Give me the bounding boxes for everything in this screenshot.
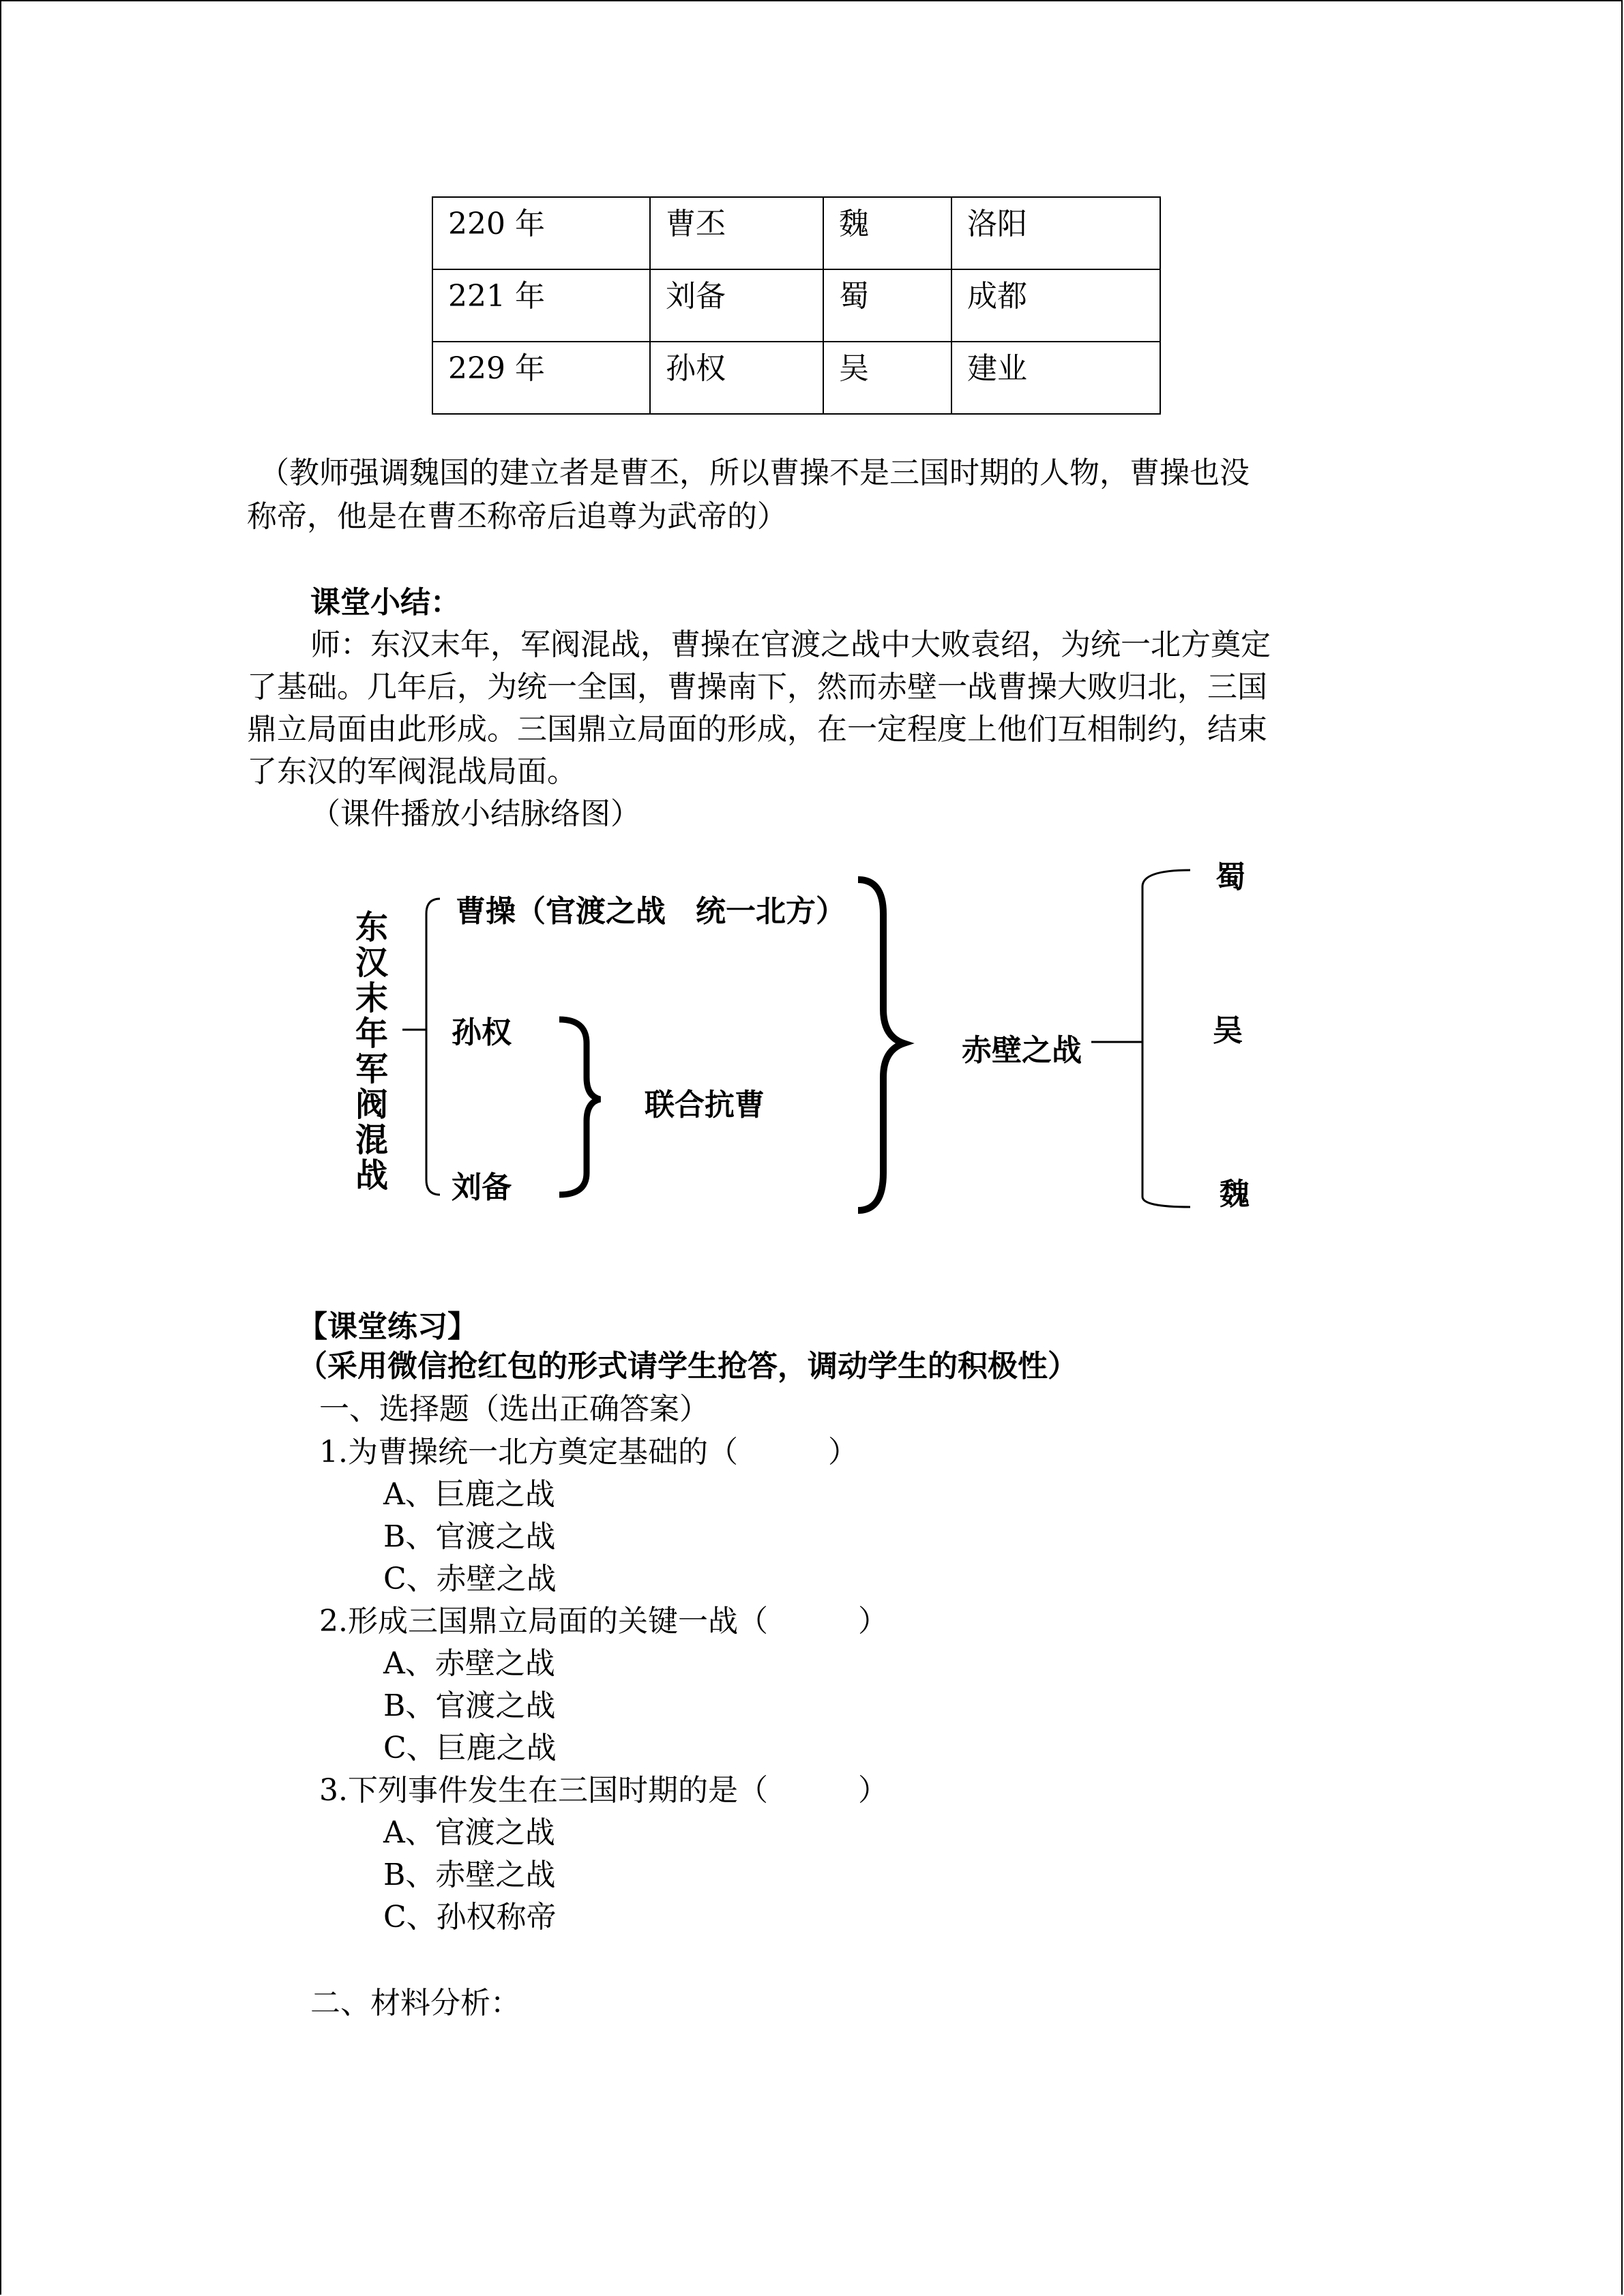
question-2: 2.形成三国鼎立局面的关键一战（ ） [319, 1604, 888, 1639]
summary-line-2: 了基础。几年后，为统一全国，曹操南下，然而赤壁一战曹操大败归北，三国 [247, 670, 1267, 704]
table-cell-year: 229 年 [432, 342, 650, 414]
table-cell-founder: 曹丕 [650, 197, 823, 269]
table-cell-state: 蜀 [823, 269, 951, 342]
q3-option-b: B、赤壁之战 [383, 1858, 556, 1892]
q2-option-c: C、巨鹿之战 [383, 1731, 557, 1765]
diagram-wei: 魏 [1220, 1177, 1250, 1212]
q2-option-b: B、官渡之战 [383, 1688, 556, 1723]
diagram-sun-quan: 孙权 [452, 1015, 512, 1050]
diagram-shu: 蜀 [1215, 860, 1245, 895]
section-material-analysis: 二、材料分析： [310, 1986, 520, 2021]
exercise-note: （采用微信抢红包的形式请学生抢答，调动学生的积极性） [297, 1349, 1078, 1384]
table-cell-year: 220 年 [432, 197, 650, 269]
diagram-cao-cao: 曹操（官渡之战 统一北方） [456, 894, 846, 929]
question-3: 3.下列事件发生在三国时期的是（ ） [319, 1773, 888, 1808]
root-bracket [402, 899, 440, 1195]
teacher-note-line-1: （教师强调魏国的建立者是曹丕，所以曹操不是三国时期的人物，曹操也没 [259, 456, 1250, 490]
summary-line-4: 了东汉的军阀混战局面。 [247, 754, 577, 789]
courseware-note: （课件播放小结脉络图） [310, 796, 640, 831]
q3-option-a: A、官渡之战 [383, 1815, 555, 1850]
diagram-root-label: 东汉末年军阀混战 [355, 908, 388, 1195]
exercise-heading: 【课堂练习】 [297, 1309, 477, 1344]
diagram-battle: 赤壁之战 [962, 1033, 1082, 1068]
summary-line-3: 鼎立局面由此形成。三国鼎立局面的形成，在一定程度上他们互相制约，结束 [247, 712, 1267, 747]
table-cell-state: 魏 [823, 197, 951, 269]
section-choice: 一、选择题（选出正确答案） [319, 1392, 709, 1427]
summary-heading: 课堂小结： [310, 585, 460, 620]
q1-option-a: A、巨鹿之战 [383, 1477, 555, 1512]
q1-option-b: B、官渡之战 [383, 1519, 556, 1554]
table-cell-founder: 刘备 [650, 269, 823, 342]
large-brace [858, 880, 904, 1210]
diagram-alliance: 联合抗曹 [645, 1088, 765, 1122]
table-cell-year: 221 年 [432, 269, 650, 342]
question-1: 1.为曹操统一北方奠定基础的（ ） [319, 1435, 858, 1470]
q3-option-c: C、孙权称帝 [383, 1900, 557, 1935]
summary-line-1: 师：东汉末年，军阀混战，曹操在官渡之战中大败袁绍，为统一北方奠定 [310, 627, 1271, 662]
q1-option-c: C、赤壁之战 [383, 1562, 557, 1596]
table-cell-capital: 洛阳 [951, 197, 1160, 269]
diagram-wu: 吴 [1213, 1013, 1243, 1048]
teacher-note-line-2: 称帝，他是在曹丕称帝后追尊为武帝的） [247, 499, 787, 534]
table-cell-capital: 建业 [951, 342, 1160, 414]
table-cell-capital: 成都 [951, 269, 1160, 342]
q2-option-a: A、赤壁之战 [383, 1646, 555, 1681]
alliance-brace [559, 1019, 600, 1195]
table-cell-founder: 孙权 [650, 342, 823, 414]
table-cell-state: 吴 [823, 342, 951, 414]
diagram-liu-bei: 刘备 [452, 1170, 512, 1205]
result-bracket [1091, 870, 1190, 1207]
